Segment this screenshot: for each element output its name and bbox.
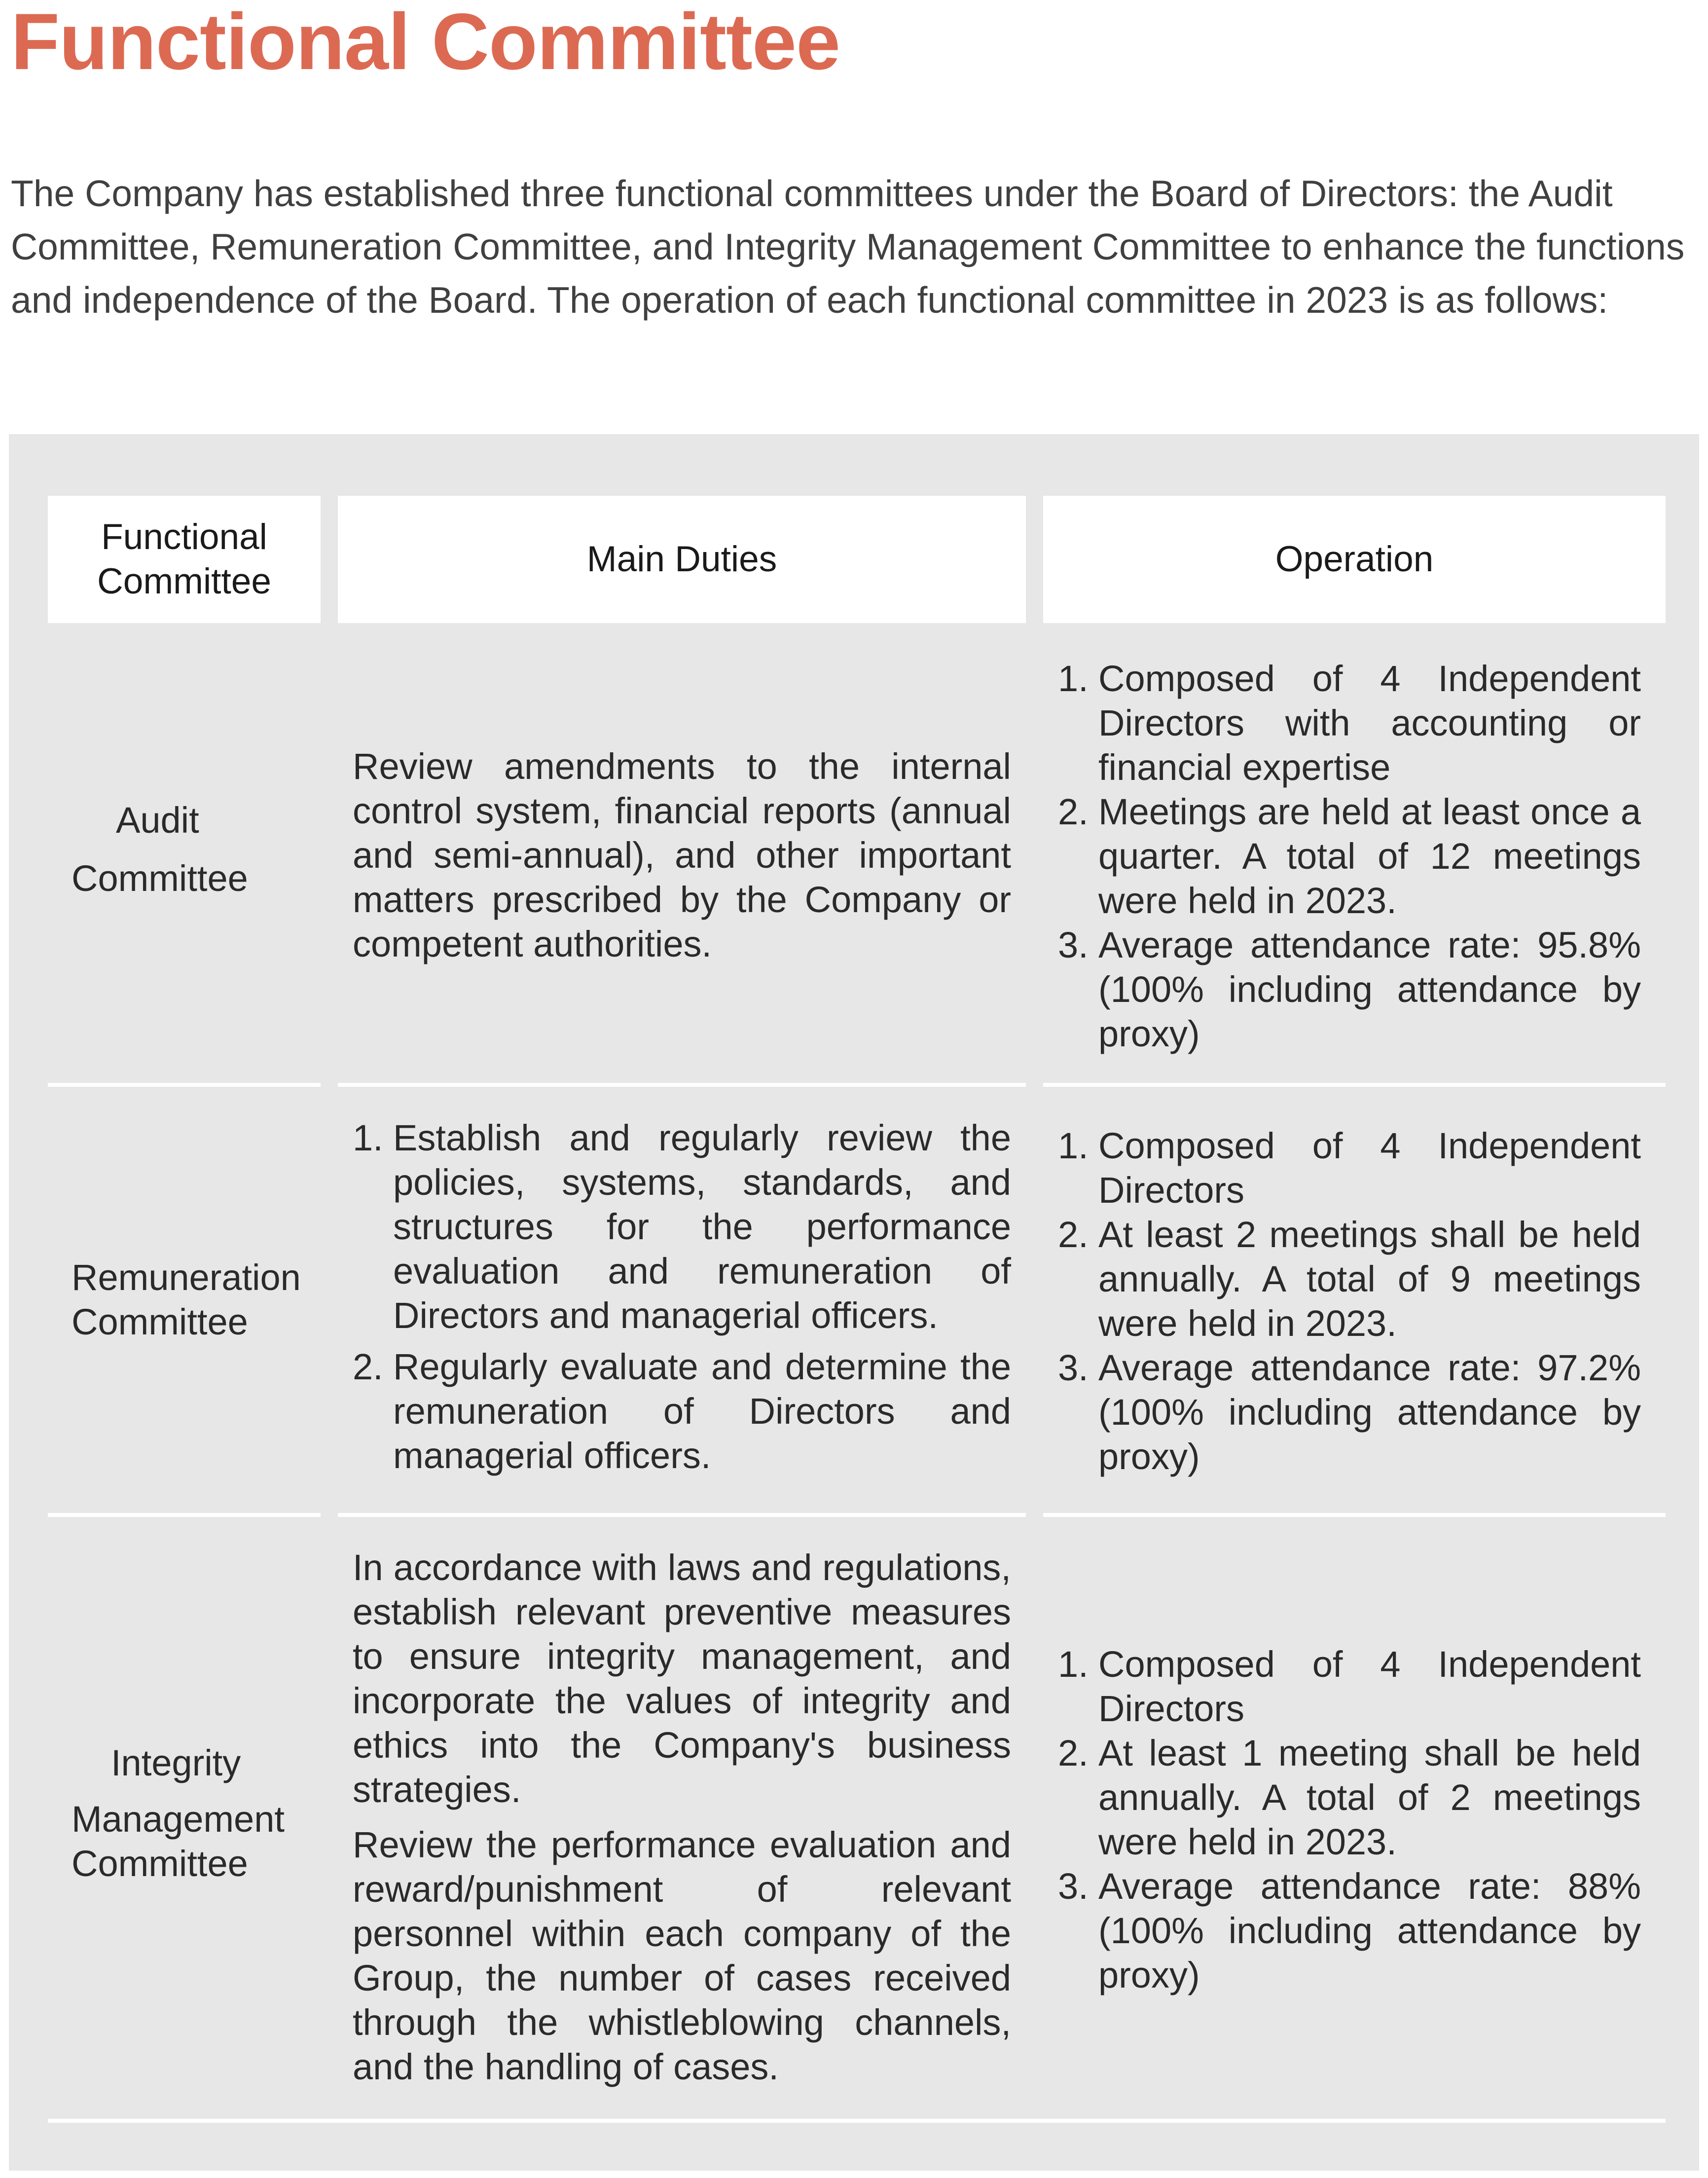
duties-paragraph: Review amendments to the internal control system, financial reports (annual and semi-annual), and other important matters prescribed by the Company or competent authorities. (353, 746, 1011, 964)
committee-name-audit: Audit Committee (72, 800, 248, 899)
row-divider (48, 1083, 321, 1087)
committee-name-remuneration: Remuneration Committee (72, 1257, 301, 1342)
list-item: 1. Composed of 4 Independent Directors (1058, 1644, 1641, 1729)
list-item: 3. Average attendance rate: 97.2% (100% including attendance by proxy) (1058, 1347, 1641, 1477)
list-item: 3. Average attendance rate: 88% (100% including attendance by proxy) (1058, 1866, 1641, 1995)
header-operation: Operation (1043, 496, 1666, 623)
header-functional-committee: Functional Committee (48, 496, 321, 623)
list-item: 2. At least 1 meeting shall be held annually. A total of 2 meetings were held in 2023. (1058, 1733, 1641, 1862)
row-divider (1043, 1513, 1666, 1517)
duties-paragraph: Review the performance evaluation and reward/punishment of relevant personnel within each company of the Group, the number of cases received through the whistleblowing channels, and the handling of cases. (353, 1824, 1011, 2087)
row-divider (48, 1513, 321, 1517)
list-item: 2. Regularly evaluate and determine the remuneration of Directors and managerial officers. (353, 1346, 1011, 1476)
list-item: 1. Composed of 4 Independent Directors with accounting or financial expertise (1058, 658, 1641, 788)
row-divider (338, 1513, 1026, 1517)
list-item: 3. Average attendance rate: 95.8% (100% including attendance by proxy) (1058, 924, 1641, 1054)
integrity-main-duties (353, 1546, 1011, 2100)
row-divider (338, 1083, 1026, 1087)
remuneration-operation (1058, 1124, 1641, 1479)
list-item: 2. At least 2 meetings shall be held annually. A total of 9 meetings were held in 2023. (1058, 1214, 1641, 1344)
intro-paragraph: The Company has established three functional committees under the Board of Directors: the Audit Committee, Remuneration Committee, and Integrity Management Committee to enhance the functions and independence of the Board. The operation of each functional committee in 2023 is as follows: (11, 173, 1685, 321)
page-title: Functional Committee (11, 0, 840, 86)
list-item: 1. Establish and regularly review the policies, systems, standards, and structures for the performance evaluation and remuneration of Directors and managerial officers. (353, 1117, 1011, 1336)
integrity-operation (1058, 1642, 1641, 1997)
table-bottom-rule (48, 2119, 1666, 2123)
committee-name-integrity-management: Integrity Management Committee (72, 1742, 285, 1884)
duties-paragraph: In accordance with laws and regulations, establish relevant preventive measures to ensure integrity management, and incorporate the values of integrity and ethics into the Company's business strategies. (353, 1547, 1011, 1810)
list-item: 2. Meetings are held at least once a quarter. A total of 12 meetings were held in 2023. (1058, 791, 1641, 921)
header-main-duties: Main Duties (338, 496, 1026, 623)
row-divider (1043, 1083, 1666, 1087)
audit-main-duties (353, 744, 1011, 977)
remuneration-main-duties (353, 1116, 1011, 1485)
list-item: 1. Composed of 4 Independent Directors (1058, 1125, 1641, 1211)
audit-operation (1058, 657, 1641, 1056)
